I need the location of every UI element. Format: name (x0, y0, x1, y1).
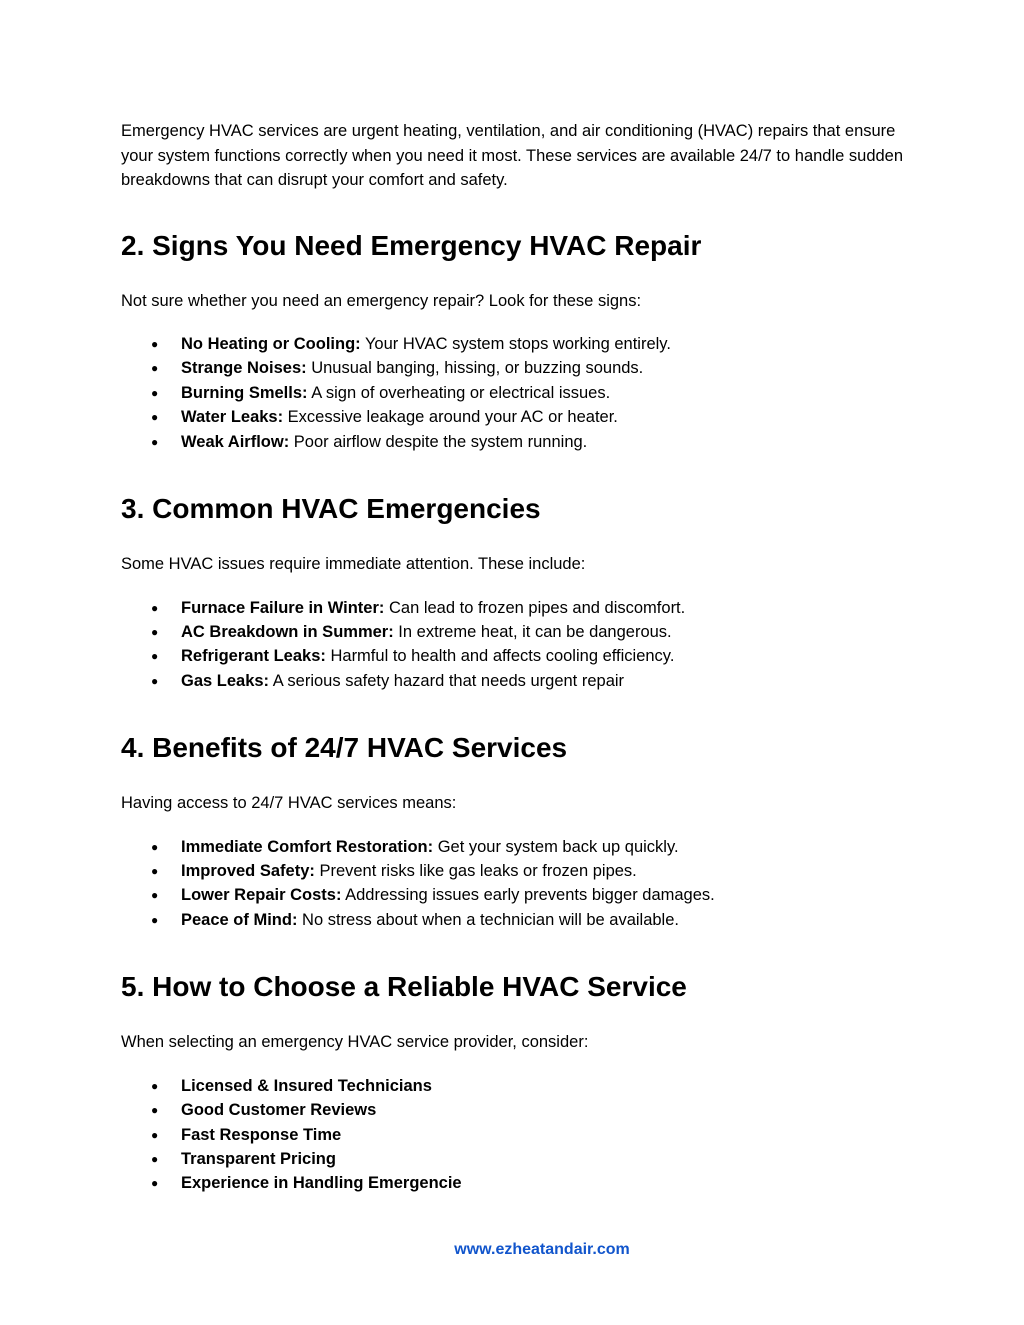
bullet-icon: ● (151, 385, 159, 400)
list-item (121, 430, 921, 454)
bullet-list (121, 835, 921, 933)
bullet-icon: ● (151, 624, 159, 639)
item-term: Weak Airflow: (181, 432, 290, 451)
list-item (121, 835, 921, 859)
bullet-list (121, 1074, 921, 1196)
section-heading: 4. Benefits of 24/7 HVAC Services (121, 732, 568, 764)
bullet-list (121, 332, 921, 454)
item-term: Strange Noises: (181, 359, 307, 378)
section-heading: 3. Common HVAC Emergencies (121, 493, 541, 525)
list-item (121, 669, 921, 693)
section-heading: 5. How to Choose a Reliable HVAC Service (121, 971, 687, 1003)
bullet-icon: ● (151, 1078, 159, 1093)
item-term: Experience in Handling Emergencie (181, 1174, 462, 1193)
list-item (121, 332, 921, 356)
item-term: Furnace Failure in Winter: (181, 598, 385, 617)
section-lead: When selecting an emergency HVAC service provider, consider: (121, 1033, 589, 1052)
item-text: Harmful to health and affects cooling efficiency. (325, 647, 675, 666)
bullet-icon: ● (151, 864, 159, 879)
bullet-list (121, 596, 921, 694)
bullet-icon: ● (151, 912, 159, 927)
list-item (121, 1171, 921, 1195)
section-lead: Having access to 24/7 HVAC services means: (121, 794, 457, 813)
item-term: Water Leaks: (181, 408, 284, 427)
list-item (121, 405, 921, 429)
item-text: In extreme heat, it can be dangerous. (393, 622, 672, 641)
bullet-icon: ● (151, 361, 159, 376)
document-body (121, 119, 921, 1196)
item-text: Your HVAC system stops working entirely. (360, 335, 671, 353)
bullet-icon: ● (151, 337, 159, 351)
section-heading: 2. Signs You Need Emergency HVAC Repair (121, 229, 702, 261)
list-item (121, 596, 921, 620)
item-term: Peace of Mind: (181, 910, 298, 929)
bullet-icon: ● (151, 673, 159, 688)
item-term: Gas Leaks: (181, 671, 270, 690)
list-item (121, 1147, 921, 1171)
bullet-icon: ● (151, 410, 159, 425)
item-term: Immediate Comfort Restoration: (181, 837, 434, 856)
list-item (121, 908, 921, 932)
list-item (121, 1074, 921, 1098)
list-item (121, 644, 921, 668)
bullet-icon: ● (151, 1127, 159, 1142)
item-term: Licensed & Insured Technicians (181, 1076, 432, 1095)
list-item (121, 620, 921, 644)
bullet-icon: ● (151, 1103, 159, 1118)
list-item (121, 356, 921, 380)
item-text: Excessive leakage around your AC or heater. (283, 408, 618, 427)
section-lead: Some HVAC issues require immediate attention. These include: (121, 555, 586, 574)
item-term: Improved Safety: (181, 862, 315, 881)
item-term: Good Customer Reviews (181, 1101, 377, 1120)
item-term: Refrigerant Leaks: (181, 647, 326, 666)
item-term: Lower Repair Costs: (181, 886, 342, 905)
item-text: Can lead to frozen pipes and discomfort. (384, 598, 686, 617)
item-text: Addressing issues early prevents bigger damages. (341, 886, 715, 905)
bullet-icon: ● (151, 434, 159, 449)
bullet-icon: ● (151, 649, 159, 664)
item-text: No stress about when a technician will be available. (297, 910, 679, 929)
item-text: Prevent risks like gas leaks or frozen pipes. (314, 862, 637, 881)
section-lead: Not sure whether you need an emergency repair? Look for these signs: (121, 291, 642, 310)
intro-paragraph: Emergency HVAC services are urgent heating, ventilation, and air conditioning (HVAC) repairs that ensure your system functions correctly when you need it most. These services are available 24/7 to handle sudden breakdowns that can disrupt your comfort and safety. (121, 122, 904, 189)
item-term: Burning Smells: (181, 383, 308, 402)
item-term: AC Breakdown in Summer: (181, 622, 394, 641)
bullet-icon: ● (151, 888, 159, 903)
bullet-icon: ● (151, 1152, 159, 1166)
list-item (121, 381, 921, 405)
item-text: Get your system back up quickly. (433, 837, 679, 856)
item-text: Unusual banging, hissing, or buzzing sounds. (306, 359, 644, 378)
list-item (121, 1098, 921, 1122)
item-text: A serious safety hazard that needs urgent repair (269, 671, 625, 690)
bullet-icon: ● (151, 600, 159, 615)
item-term: No Heating or Cooling: (181, 335, 361, 353)
item-term: Transparent Pricing (181, 1150, 336, 1168)
bullet-icon: ● (151, 839, 159, 854)
item-term: Fast Response Time (181, 1125, 342, 1144)
list-item (121, 1123, 921, 1147)
website-link[interactable]: www.ezheatandair.com (454, 1241, 630, 1258)
item-text: A sign of overheating or electrical issues. (307, 383, 611, 402)
bullet-icon: ● (151, 1176, 159, 1191)
item-text: Poor airflow despite the system running. (289, 432, 588, 451)
list-item (121, 859, 921, 883)
list-item (121, 883, 921, 907)
